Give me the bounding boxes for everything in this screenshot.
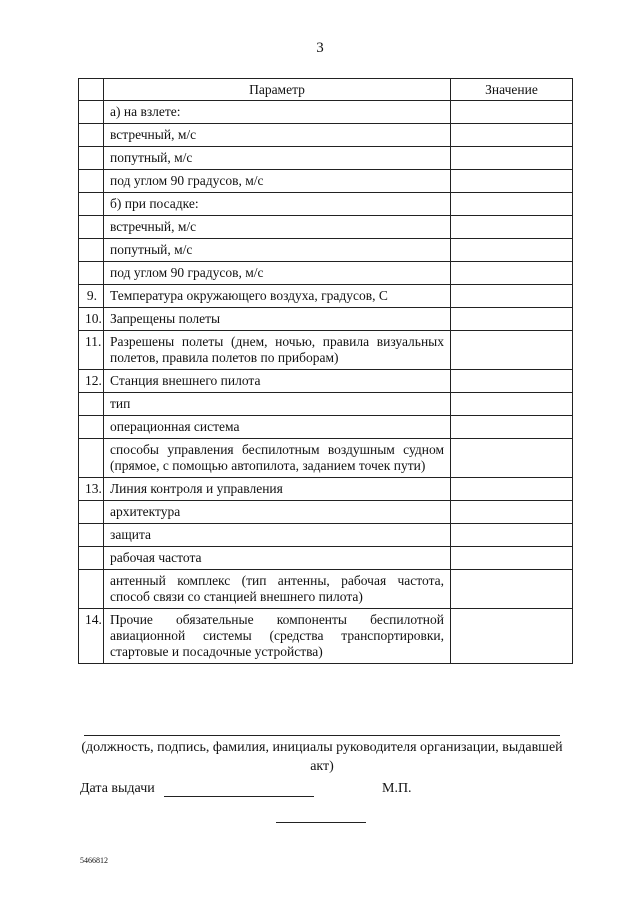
table-row xyxy=(79,570,573,609)
table-row xyxy=(79,147,573,170)
table-row xyxy=(79,547,573,570)
row-number xyxy=(79,416,104,439)
row-number: 10. xyxy=(79,308,104,331)
row-number xyxy=(79,193,104,216)
row-number xyxy=(79,501,104,524)
row-parameter: Запрещены полеты xyxy=(104,308,451,331)
row-value xyxy=(451,239,573,262)
table-row xyxy=(79,478,573,501)
row-number: 14. xyxy=(79,609,104,664)
row-value xyxy=(451,570,573,609)
table-row xyxy=(79,170,573,193)
row-number xyxy=(79,170,104,193)
row-value xyxy=(451,501,573,524)
table-row xyxy=(79,216,573,239)
header-number-cell xyxy=(79,79,104,101)
row-value xyxy=(451,193,573,216)
table-row xyxy=(79,239,573,262)
row-number: 12. xyxy=(79,370,104,393)
row-value xyxy=(451,216,573,239)
row-value xyxy=(451,170,573,193)
header-value: Значение xyxy=(451,79,573,101)
signature-line xyxy=(84,735,560,736)
row-parameter: под углом 90 градусов, м/с xyxy=(104,170,451,193)
row-number xyxy=(79,570,104,609)
table-header-row xyxy=(79,79,573,101)
row-number xyxy=(79,147,104,170)
row-value xyxy=(451,609,573,664)
row-value xyxy=(451,439,573,478)
row-parameter: встречный, м/с xyxy=(104,124,451,147)
row-value xyxy=(451,124,573,147)
signature-caption: (должность, подпись, фамилия, инициалы руководителя организации, выдавшей акт) xyxy=(81,740,563,774)
row-value xyxy=(451,547,573,570)
bottom-short-line xyxy=(276,822,366,823)
table-row xyxy=(79,609,573,664)
row-parameter: попутный, м/с xyxy=(104,147,451,170)
row-parameter: попутный, м/с xyxy=(104,239,451,262)
row-parameter: антенный комплекс (тип антенны, рабочая частота, способ связи со станцией внешнего пилота) xyxy=(104,570,451,609)
row-number xyxy=(79,262,104,285)
row-parameter: рабочая частота xyxy=(104,547,451,570)
table-row xyxy=(79,439,573,478)
table-row xyxy=(79,331,573,370)
row-parameter: операционная система xyxy=(104,416,451,439)
row-parameter: Разрешены полеты (днем, ночью, правила визуальных полетов, правила полетов по приборам) xyxy=(104,331,451,370)
row-parameter: встречный, м/с xyxy=(104,216,451,239)
row-parameter: способы управления беспилотным воздушным судном (прямое, с помощью автопилота, заданием точек пути) xyxy=(104,439,451,478)
row-value xyxy=(451,524,573,547)
row-value xyxy=(451,101,573,124)
row-number xyxy=(79,239,104,262)
row-value xyxy=(451,331,573,370)
row-parameter: тип xyxy=(104,393,451,416)
issue-date-label: Дата выдачи xyxy=(80,781,155,796)
row-number xyxy=(79,393,104,416)
page-number: 3 xyxy=(316,40,324,56)
document-code: 5466812 xyxy=(80,856,108,865)
table-row xyxy=(79,393,573,416)
table-row xyxy=(79,124,573,147)
table-row xyxy=(79,262,573,285)
row-value xyxy=(451,147,573,170)
table-row xyxy=(79,285,573,308)
row-number xyxy=(79,101,104,124)
row-number: 9. xyxy=(79,285,104,308)
row-parameter: Температура окружающего воздуха, градусов, С xyxy=(104,285,451,308)
table-row xyxy=(79,416,573,439)
row-parameter: Линия контроля и управления xyxy=(104,478,451,501)
table-row xyxy=(79,370,573,393)
table-row xyxy=(79,193,573,216)
stamp-label: М.П. xyxy=(382,781,412,796)
row-value xyxy=(451,285,573,308)
row-number xyxy=(79,124,104,147)
row-number xyxy=(79,439,104,478)
row-parameter: б) при посадке: xyxy=(104,193,451,216)
row-parameter: защита xyxy=(104,524,451,547)
row-value xyxy=(451,370,573,393)
row-number: 11. xyxy=(79,331,104,370)
row-value xyxy=(451,393,573,416)
row-value xyxy=(451,262,573,285)
row-number xyxy=(79,524,104,547)
row-value xyxy=(451,478,573,501)
row-number xyxy=(79,547,104,570)
row-parameter: под углом 90 градусов, м/с xyxy=(104,262,451,285)
row-parameter: а) на взлете: xyxy=(104,101,451,124)
row-number: 13. xyxy=(79,478,104,501)
row-number xyxy=(79,216,104,239)
row-value xyxy=(451,308,573,331)
table-row xyxy=(79,524,573,547)
row-parameter: Прочие обязательные компоненты беспилотной авиационной системы (средства транспортировки, стартовые и посадочные устройства) xyxy=(104,609,451,664)
table-body xyxy=(79,101,573,664)
issue-date-line xyxy=(164,796,314,797)
table-row xyxy=(79,308,573,331)
parameters-table xyxy=(78,78,573,664)
row-parameter: Станция внешнего пилота xyxy=(104,370,451,393)
row-value xyxy=(451,416,573,439)
table-row xyxy=(79,501,573,524)
header-parameter: Параметр xyxy=(104,79,451,101)
row-parameter: архитектура xyxy=(104,501,451,524)
table-row xyxy=(79,101,573,124)
